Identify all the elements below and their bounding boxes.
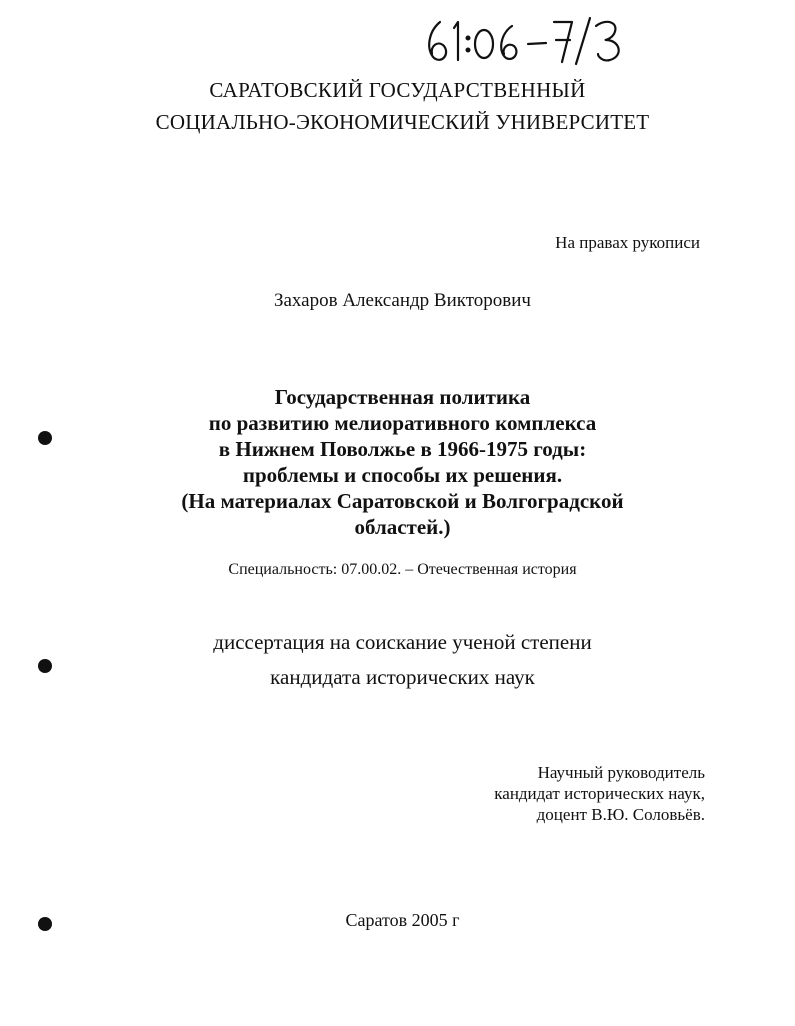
supervisor-name: доцент В.Ю. Соловьёв. [536, 805, 705, 824]
title-line: проблемы и способы их решения. [242, 463, 563, 487]
title-line: Государственная политика [274, 385, 531, 409]
supervisor-role: Научный руководитель [537, 763, 705, 782]
title-line: областей.) [354, 515, 451, 539]
title-line: в Нижнем Поволжье в 1966-1975 годы: [218, 437, 587, 461]
specialty-line: Специальность: 07.00.02. – Отечественная история [228, 561, 577, 578]
author-name: Захаров Александр Викторович [273, 290, 531, 311]
handwritten-code-drawing [420, 10, 640, 70]
title-line: (На материалах Саратовской и Волгоградской [181, 489, 624, 513]
binder-hole-mark [38, 917, 52, 931]
supervisor-degree: кандидат исторических наук, [494, 784, 705, 803]
binder-hole-mark [38, 431, 52, 445]
degree-line1: диссертация на соискание ученой степени [213, 630, 592, 654]
city-year: Саратов 2005 г [345, 910, 460, 930]
dissertation-title [130, 384, 675, 540]
handwritten-catalog-code [420, 10, 640, 70]
university-name-line1: САРАТОВСКИЙ ГОСУДАРСТВЕННЫЙ [209, 78, 586, 102]
university-name-line2: СОЦИАЛЬНО-ЭКОНОМИЧЕСКИЙ УНИВЕРСИТЕТ [155, 110, 650, 134]
degree-line2: кандидата исторических наук [270, 665, 535, 689]
manuscript-rights-note: На правах рукописи [555, 233, 700, 252]
binder-hole-mark [38, 659, 52, 673]
supervisor-block [494, 762, 705, 825]
title-line: по развитию мелиоративного комплекса [208, 411, 597, 435]
